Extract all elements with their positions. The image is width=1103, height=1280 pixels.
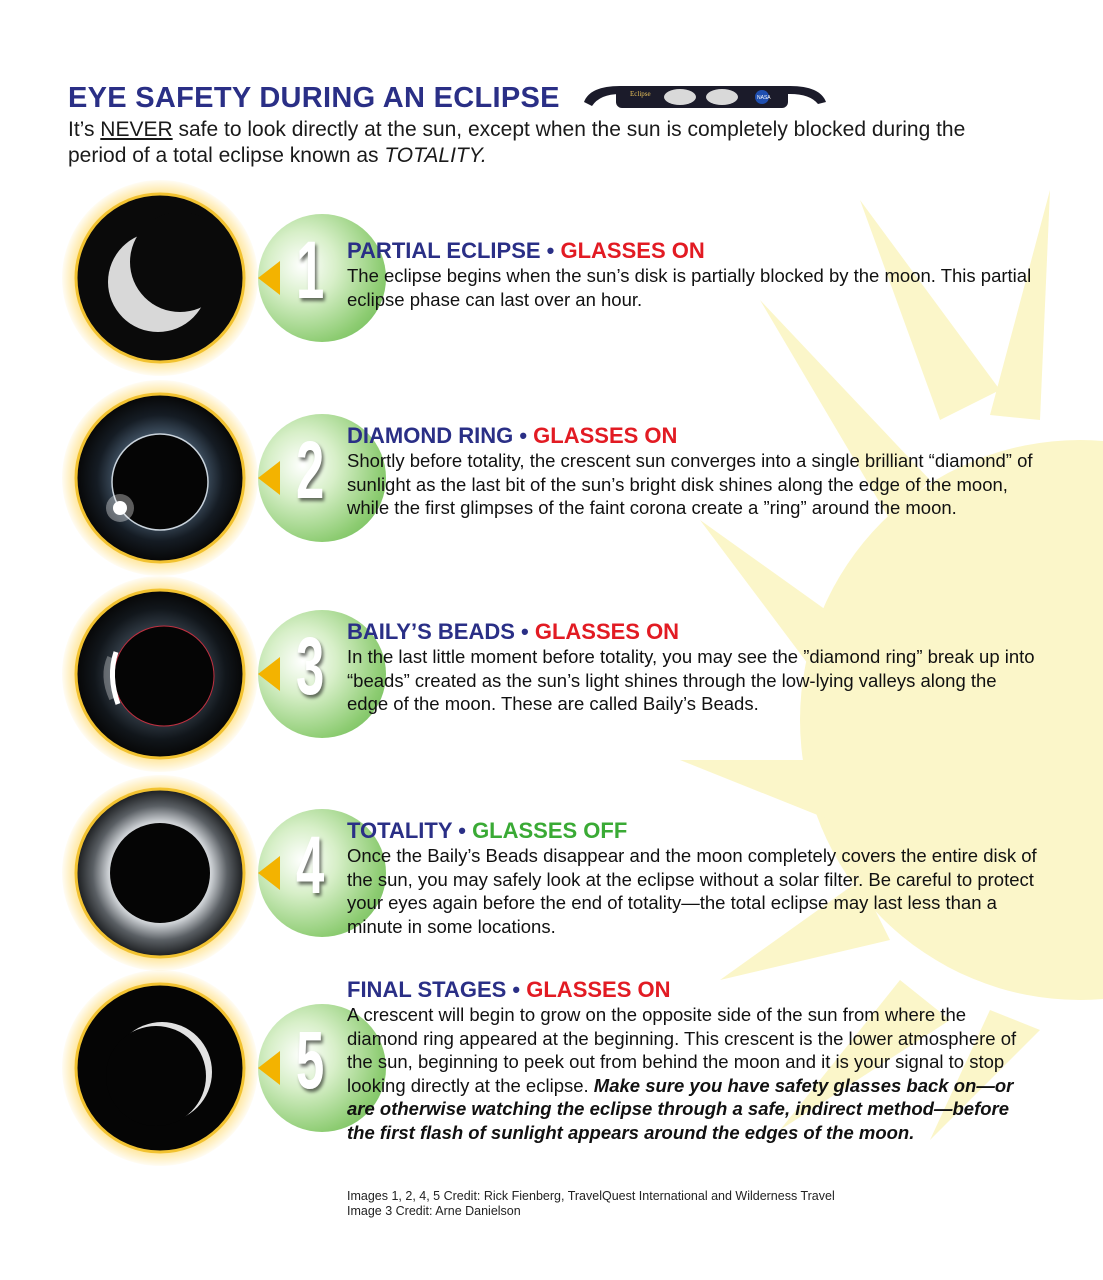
step-body: Once the Baily’s Beads disappear and the moon completely covers the entire disk of the sun, you may safely look at the eclipse without a solar filter. Be careful to protect your eyes again before the end of totality—the total eclipse may last less than a minute in some locations. bbox=[347, 845, 1037, 937]
intro-part2: safe to look directly at the sun, except when the sun is completely blocked during the period of a total eclipse known as bbox=[68, 118, 966, 167]
step-body: The eclipse begins when the sun’s disk is partially blocked by the moon. This partial eclipse phase can last over an hour. bbox=[347, 265, 1032, 310]
glasses-status: GLASSES OFF bbox=[472, 818, 628, 843]
diamond-ring-image bbox=[72, 390, 248, 566]
title-row bbox=[68, 82, 1068, 115]
step-heading bbox=[347, 818, 1037, 844]
step-number: 3 bbox=[296, 621, 325, 712]
pointer-arrow-icon bbox=[258, 657, 280, 691]
final-stages-image bbox=[72, 980, 248, 1156]
step-description bbox=[347, 844, 1037, 938]
credit-line-2: Image 3 Credit: Arne Danielson bbox=[347, 1204, 521, 1218]
step-heading bbox=[347, 238, 1037, 264]
partial-eclipse-image bbox=[72, 190, 248, 366]
step-emphasis: Make sure you have safety glasses back on—or are otherwise watching the eclipse through a safe, indirect method—before the first flash of sunlight appears around the edges of the moon. bbox=[347, 1074, 1014, 1143]
intro-totality: TOTALITY. bbox=[384, 144, 487, 167]
step-description bbox=[347, 1003, 1037, 1144]
step-heading bbox=[347, 423, 1037, 449]
pointer-arrow-icon bbox=[258, 261, 280, 295]
step-body: Shortly before totality, the crescent sun converges into a single brilliant “diamond” of sunlight as the last bit of the sun’s bright disk shines along the edge of the moon, while the first glimpses of the faint corona create a ”ring” around the moon. bbox=[347, 450, 1033, 518]
intro-never: NEVER bbox=[100, 118, 173, 141]
step-heading bbox=[347, 977, 1037, 1003]
eclipse-glasses-icon bbox=[580, 80, 830, 114]
heading-separator: • bbox=[506, 977, 527, 1002]
glasses-status: GLASSES ON bbox=[534, 619, 680, 644]
glasses-brand-text: Eclipse bbox=[629, 89, 651, 98]
pointer-arrow-icon bbox=[258, 856, 280, 890]
pointer-arrow-icon bbox=[258, 1051, 280, 1085]
phase-name: DIAMOND RING bbox=[347, 423, 514, 448]
step-text bbox=[347, 818, 1037, 938]
step-text bbox=[347, 423, 1037, 520]
phase-name: FINAL STAGES bbox=[347, 977, 507, 1002]
page-title: EYE SAFETY DURING AN ECLIPSE bbox=[68, 82, 560, 114]
eclipse-photo-totality bbox=[62, 775, 258, 971]
step-text bbox=[347, 619, 1037, 716]
intro-paragraph bbox=[68, 117, 998, 169]
step-heading bbox=[347, 619, 1037, 645]
bailys-beads-image bbox=[72, 586, 248, 762]
header bbox=[68, 82, 1068, 169]
eclipse-photo-partial bbox=[62, 180, 258, 376]
step-body: A crescent will begin to grow on the opposite side of the sun from where the diamond ring appeared at the beginning. This crescent is the lower atmosphere of the sun, beginning to peek out from behind the moon and it is your signal to stop looking directly at the eclipse. bbox=[347, 1004, 1017, 1096]
totality-image bbox=[72, 785, 248, 961]
step-number: 2 bbox=[296, 425, 325, 516]
step-number: 4 bbox=[296, 820, 325, 911]
step-description bbox=[347, 645, 1037, 716]
glasses-logo-text: NASA bbox=[756, 94, 771, 101]
phase-name: BAILY’S BEADS bbox=[347, 619, 515, 644]
heading-separator: • bbox=[514, 619, 535, 644]
glasses-status: GLASSES ON bbox=[560, 238, 705, 263]
step-description bbox=[347, 264, 1037, 311]
step-body: In the last little moment before totality, you may see the ”diamond ring” break up into “beads” created as the sun’s light shines through the low-lying valleys along the edge of the moon. These are called Baily’s Beads. bbox=[347, 646, 1035, 714]
step-text bbox=[347, 238, 1037, 311]
eclipse-photo-final-stages bbox=[62, 970, 258, 1166]
heading-separator: • bbox=[452, 818, 473, 843]
pointer-arrow-icon bbox=[258, 461, 280, 495]
step-description bbox=[347, 449, 1037, 520]
heading-separator: • bbox=[540, 238, 561, 263]
step-text bbox=[347, 977, 1037, 1144]
eclipse-photo-diamond-ring bbox=[62, 380, 258, 576]
credit-line-1: Images 1, 2, 4, 5 Credit: Rick Fienberg, TravelQuest International and Wilderness Travel bbox=[347, 1189, 835, 1203]
phase-name: TOTALITY bbox=[347, 818, 453, 843]
glasses-status: GLASSES ON bbox=[533, 423, 678, 448]
image-credits bbox=[347, 1189, 835, 1219]
phase-name: PARTIAL ECLIPSE bbox=[347, 238, 541, 263]
intro-part1: It’s bbox=[68, 118, 101, 141]
eclipse-photo-bailys-beads bbox=[62, 576, 258, 772]
step-number: 5 bbox=[296, 1015, 325, 1106]
glasses-status: GLASSES ON bbox=[526, 977, 671, 1002]
heading-separator: • bbox=[513, 423, 534, 448]
step-number: 1 bbox=[296, 225, 325, 316]
